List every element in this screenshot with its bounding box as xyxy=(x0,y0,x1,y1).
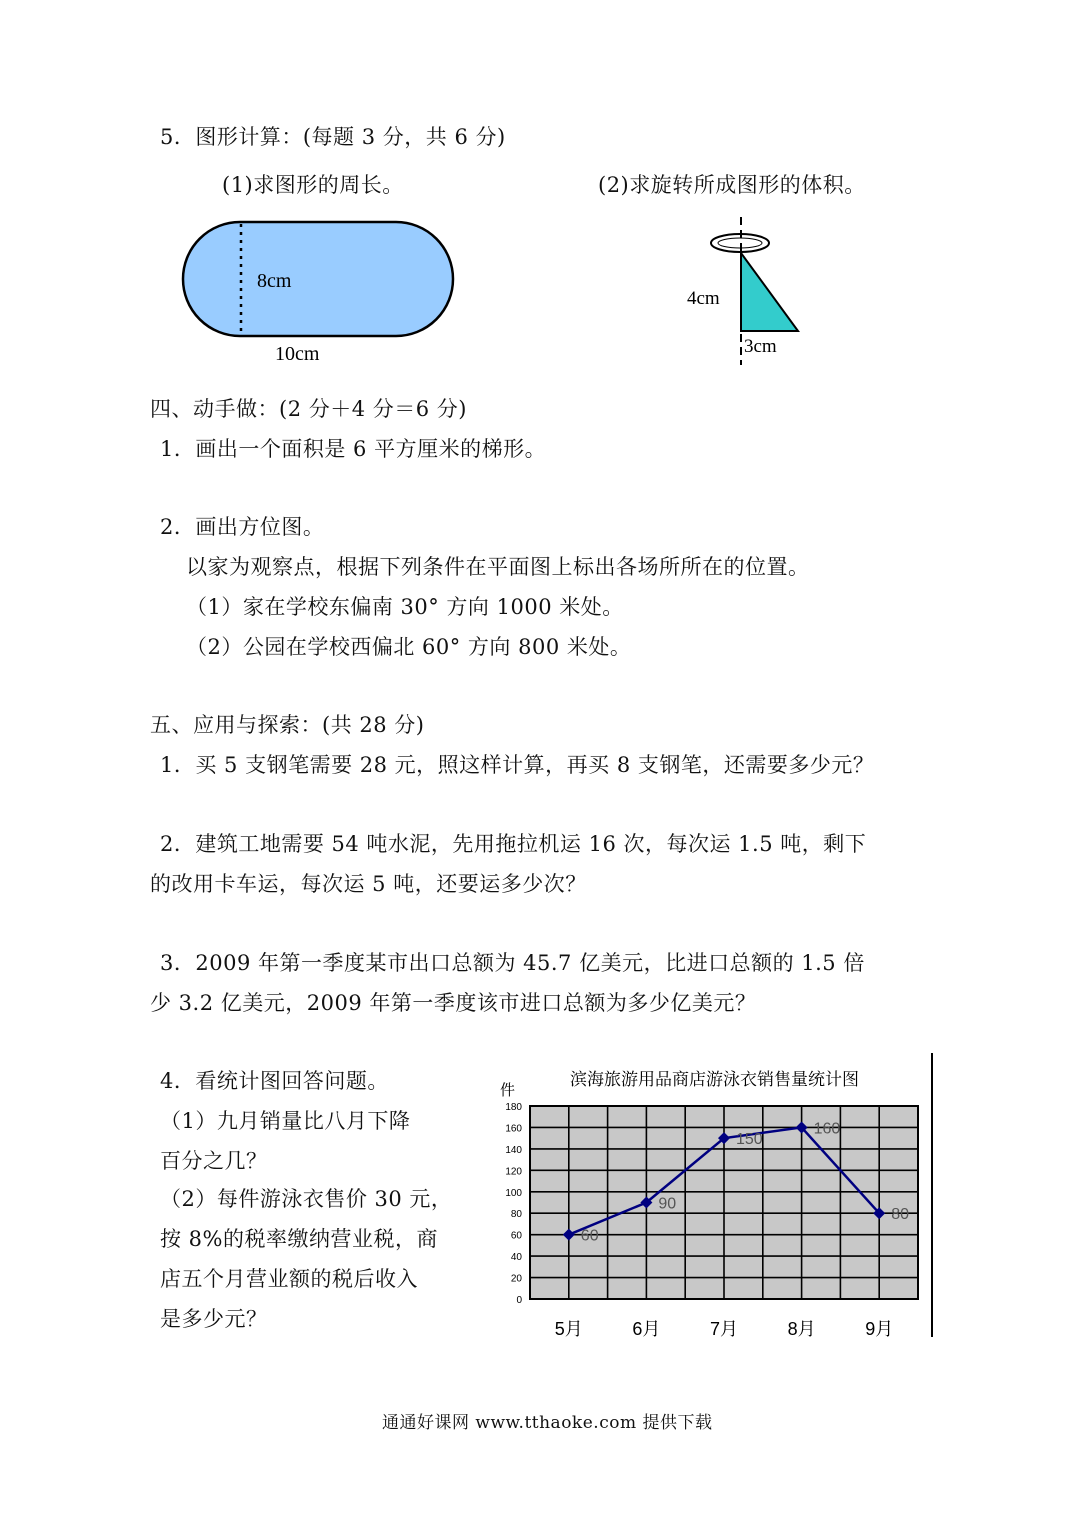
q5-sub1: (1)求图形的周长。 xyxy=(222,173,404,197)
chart-ylabel: 件 xyxy=(500,1082,516,1099)
chart-title: 滨海旅游用品商店游泳衣销售量统计图 xyxy=(570,1070,859,1089)
sec5-q2-line2: 的改用卡车运，每次运 5 吨，还要运多少次？ xyxy=(150,872,587,896)
chart-ytick-label: 0 xyxy=(516,1295,522,1306)
q5-sub2: (2)求旋转所成图形的体积。 xyxy=(598,173,866,197)
chart-data-label: 150 xyxy=(736,1131,763,1149)
sales-line-chart xyxy=(490,1050,940,1350)
sec5-q1: 1．买 5 支钢笔需要 28 元，照这样计算，再买 8 支钢笔，还需要多少元？ xyxy=(160,753,875,777)
sec5-q4-line1: （1）九月销量比八月下降 xyxy=(160,1109,411,1133)
sec4-heading: 四、动手做：(2 分＋4 分＝6 分) xyxy=(150,397,467,421)
sec5-q2-line1: 2．建筑工地需要 54 吨水泥，先用拖拉机运 16 次，每次运 1.5 吨，剩下 xyxy=(160,832,867,856)
chart-ytick-label: 140 xyxy=(505,1144,522,1156)
sec5-q4-line5: 店五个月营业额的税后收入 xyxy=(160,1267,418,1291)
chart-ytick-label: 80 xyxy=(510,1209,522,1221)
sec5-q4-line6: 是多少元？ xyxy=(160,1307,268,1331)
sec5-q4-line4: 按 8%的税率缴纳营业税，商 xyxy=(160,1227,438,1251)
sec5-heading: 五、应用与探索：(共 28 分) xyxy=(150,713,425,737)
sec4-q2-desc: 以家为观察点，根据下列条件在平面图上标出各场所所在的位置。 xyxy=(186,555,810,579)
chart-ytick-label: 60 xyxy=(510,1230,522,1242)
q5-heading: 5．图形计算：(每题 3 分，共 6 分) xyxy=(160,125,506,149)
label-4cm: 4cm xyxy=(687,288,720,309)
chart-xtick-label: 5月 xyxy=(554,1319,583,1339)
label-8cm: 8cm xyxy=(257,270,292,292)
chart-xtick-label: 8月 xyxy=(787,1319,816,1339)
chart-data-label: 60 xyxy=(580,1227,599,1245)
chart-ytick-label: 160 xyxy=(505,1123,522,1135)
sec4-q2-c2: （2）公园在学校西偏北 60° 方向 800 米处。 xyxy=(186,635,632,659)
right-triangle xyxy=(741,253,798,331)
label-10cm: 10cm xyxy=(275,343,320,365)
sec5-q4-heading: 4．看统计图回答问题。 xyxy=(160,1069,389,1093)
sec5-q3-line2: 少 3.2 亿美元，2009 年第一季度该市进口总额为多少亿美元？ xyxy=(150,991,757,1015)
chart-ytick-label: 180 xyxy=(505,1102,522,1113)
chart-data-label: 90 xyxy=(658,1195,677,1213)
sec4-q1: 1．画出一个面积是 6 平方厘米的梯形。 xyxy=(160,437,547,461)
chart-ytick-label: 20 xyxy=(510,1273,522,1285)
chart-xtick-label: 6月 xyxy=(632,1319,661,1339)
stadium-figure xyxy=(180,218,460,368)
chart-xtick-label: 9月 xyxy=(865,1319,894,1339)
sec5-q3-line1: 3．2009 年第一季度某市出口总额为 45.7 亿美元，比进口总额的 1.5 倍 xyxy=(160,951,865,975)
chart-ytick-label: 100 xyxy=(505,1187,522,1199)
sec4-q2-c1: （1）家在学校东偏南 30° 方向 1000 米处。 xyxy=(186,595,624,619)
chart-data-label: 80 xyxy=(891,1206,909,1224)
chart-ytick-label: 40 xyxy=(510,1252,522,1264)
chart-xtick-label: 7月 xyxy=(709,1319,739,1339)
sec5-q4-line2: 百分之几？ xyxy=(160,1149,268,1173)
sec4-q2: 2．画出方位图。 xyxy=(160,515,325,539)
label-3cm: 3cm xyxy=(744,336,777,357)
stadium-shape xyxy=(183,222,453,336)
sec5-q4-line3: （2）每件游泳衣售价 30 元， xyxy=(160,1187,453,1211)
footer: 通通好课网 www.tthaoke.com 提供下载 xyxy=(382,1413,713,1433)
rotation-figure xyxy=(680,215,820,367)
chart-ytick-label: 120 xyxy=(505,1166,522,1178)
chart-data-label: 160 xyxy=(813,1120,841,1138)
